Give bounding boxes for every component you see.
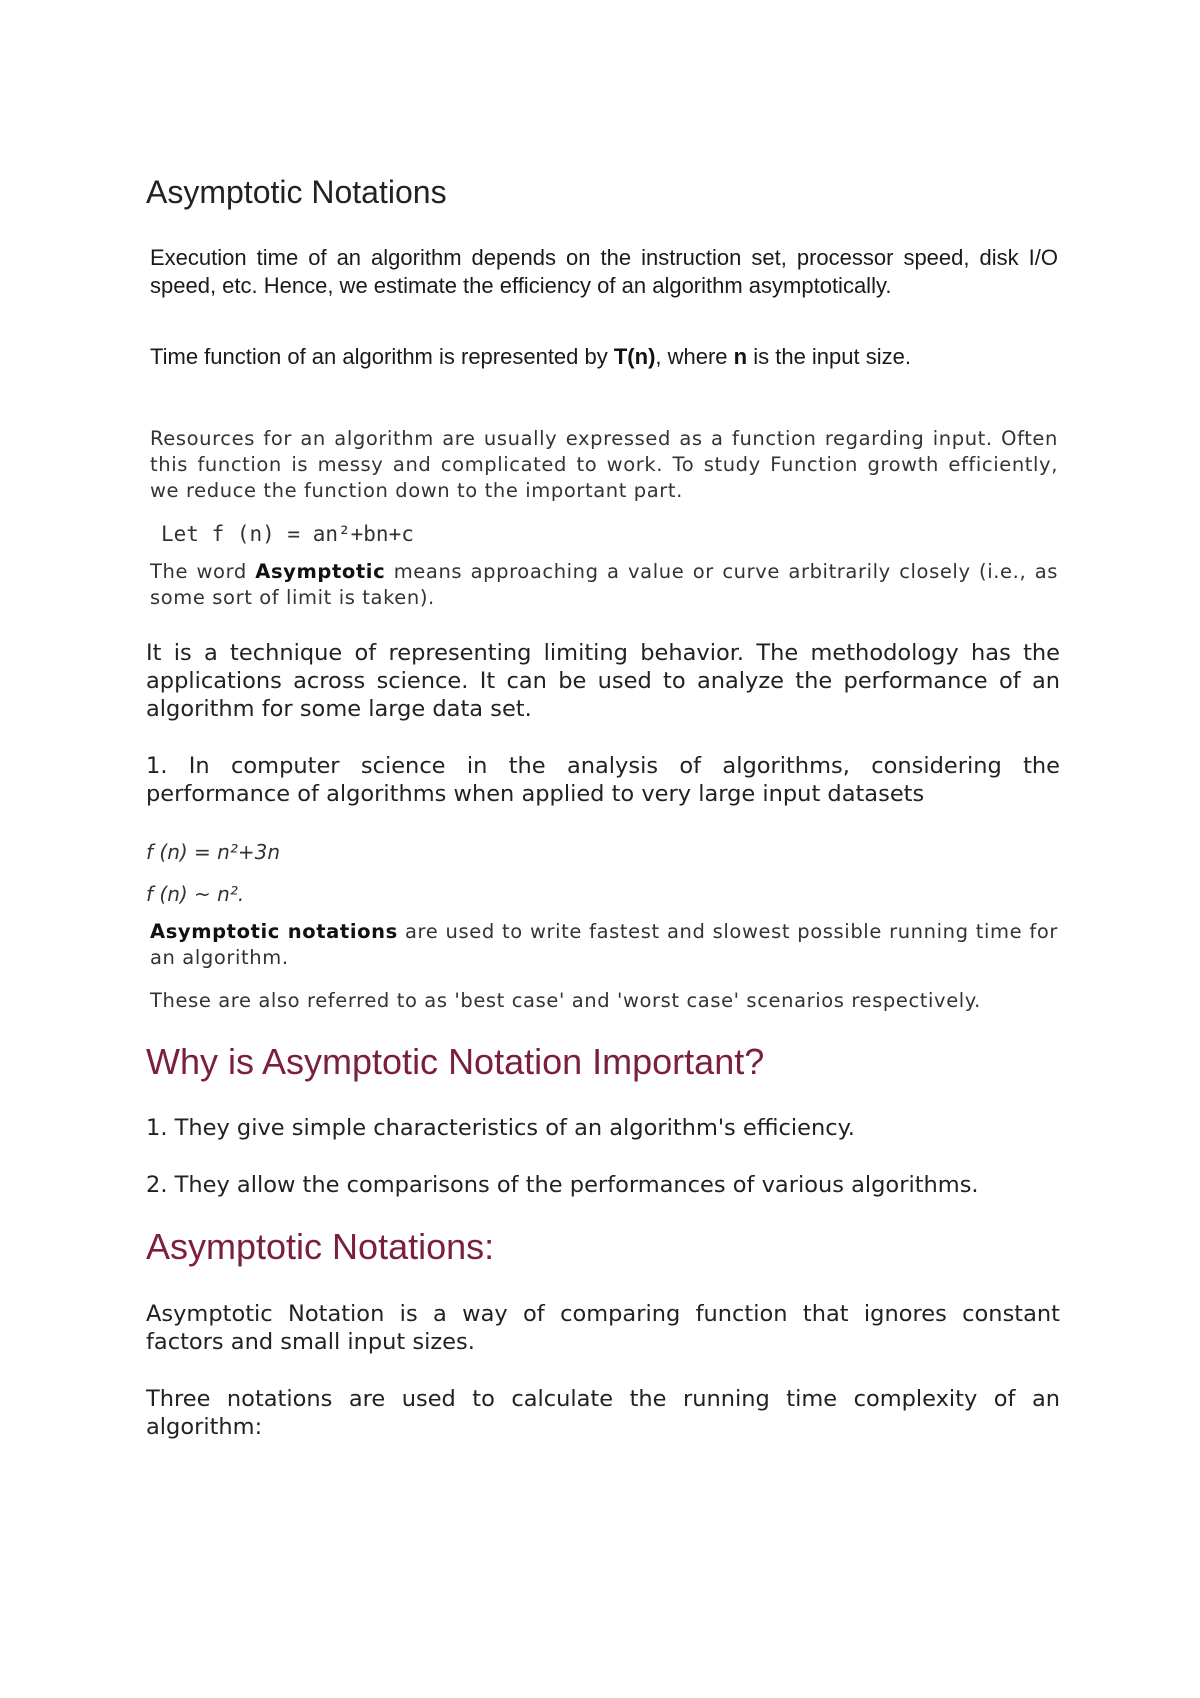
list-item: 2. They allow the comparisons of the performances of various algorithms.: [146, 1172, 979, 1198]
heading-why-important: Why is Asymptotic Notation Important?: [146, 1041, 765, 1082]
formula-n-squared-approx: f (n) ~ n².: [146, 882, 245, 906]
asymptotic-notation-definition-paragraph: Asymptotic Notation is a way of comparing function that ignores constant factors and small input sizes.: [146, 1301, 1060, 1355]
asymptotic-definition-prefix: The word: [150, 560, 256, 583]
time-function-text-prefix: Time function of an algorithm is represented by: [150, 344, 614, 369]
asymptotic-definition-paragraph: [150, 559, 1058, 611]
asymptotic-definition-suffix: means approaching a value or curve arbitrarily closely (i.e., as some sort of limit is taken).: [150, 560, 1058, 609]
technique-paragraph: It is a technique of representing limiting behavior. The methodology has the applications across science. It can be used to analyze the performance of an algorithm for some large data set.: [146, 640, 1060, 722]
resources-paragraph: Resources for an algorithm are usually expressed as a function regarding input. Often this function is messy and complicated to work. To study Function growth efficiently, we reduce the function down to the important part.: [150, 427, 1058, 502]
time-function-term-tn: T(n): [613, 344, 656, 369]
best-worst-case-paragraph: These are also referred to as 'best case' and 'worst case' scenarios respectively.: [150, 989, 981, 1012]
asymptotic-notations-term: Asymptotic notations: [150, 920, 398, 943]
page-title: Asymptotic Notations: [146, 174, 447, 210]
formula-n-squared-plus-3n: f (n) = n²+3n: [146, 840, 281, 864]
asymptotic-notations-paragraph: [150, 919, 1058, 971]
time-function-text-suffix: is the input size.: [747, 344, 911, 369]
formula-quadratic: Let f (n) = an²+bn+c: [161, 522, 414, 546]
time-function-term-n: n: [733, 344, 748, 369]
time-function-paragraph: [150, 343, 911, 371]
asymptotic-notations-suffix: are used to write fastest and slowest possible running time for an algorithm.: [150, 920, 1058, 969]
asymptotic-term: Asymptotic: [255, 560, 386, 583]
execution-time-paragraph: Execution time of an algorithm depends on the instruction set, processor speed, disk I/O speed, etc. Hence, we estimate the efficiency of an algorithm asymptotically.: [150, 245, 1058, 298]
computer-science-paragraph: 1. In computer science in the analysis of algorithms, considering the performance of algorithms when applied to very large input datasets: [146, 753, 1060, 807]
three-notations-paragraph: Three notations are used to calculate the running time complexity of an algorithm:: [146, 1386, 1060, 1440]
list-item: 1. They give simple characteristics of an algorithm's efficiency.: [146, 1115, 855, 1141]
time-function-text-middle: , where: [655, 344, 734, 369]
heading-asymptotic-notations: Asymptotic Notations:: [146, 1226, 495, 1267]
